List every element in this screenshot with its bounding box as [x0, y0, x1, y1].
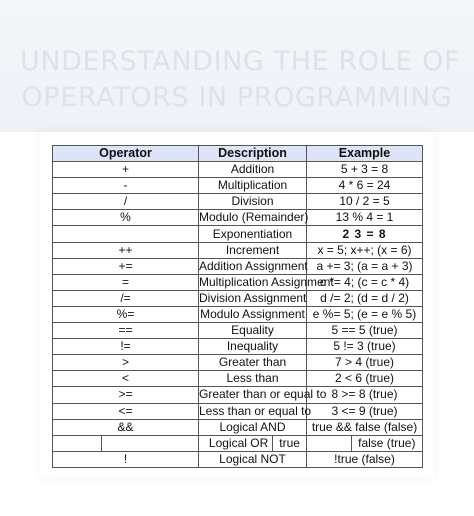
- page-title: [20, 44, 461, 116]
- table-row: [53, 226, 423, 242]
- operator-cell: !: [53, 451, 199, 467]
- description-cell: Division Assignment: [199, 290, 307, 305]
- example-cell: !true (false): [307, 451, 423, 467]
- header-example: Example: [307, 146, 423, 162]
- table-row: [53, 194, 423, 210]
- description-cell: Addition Assignment: [199, 258, 308, 273]
- example-cell: 5 + 3 = 8: [307, 162, 423, 178]
- table-row: [53, 451, 423, 467]
- operator-cell: !=: [53, 339, 199, 355]
- example-cell: [307, 435, 423, 451]
- operator-cell: [53, 226, 199, 242]
- description-cell: Division: [199, 194, 307, 210]
- description-split-right: true: [272, 436, 306, 451]
- table-row: [53, 435, 423, 451]
- example-cell: 10 / 2 = 5: [307, 194, 423, 210]
- example-cell: 13 % 4 = 1: [307, 210, 423, 226]
- operator-cell: +: [53, 162, 199, 178]
- example-cell: 3 <= 9 (true): [307, 403, 423, 419]
- example-cell: 2 3 = 8: [307, 226, 423, 242]
- description-cell: Equality: [199, 323, 307, 339]
- operator-cell: /: [53, 194, 199, 210]
- table-row: [53, 355, 423, 371]
- example-split-left: [307, 436, 351, 451]
- table-row: [53, 323, 423, 339]
- example-cell: 5 != 3 (true): [307, 339, 423, 355]
- description-cell: Addition: [199, 162, 307, 178]
- description-cell: Logical NOT: [199, 451, 307, 467]
- table-row: [53, 210, 423, 226]
- operator-split-left: [53, 436, 101, 451]
- table-row: [53, 242, 423, 258]
- table-row: [53, 162, 423, 178]
- example-cell: 4 * 6 = 24: [307, 178, 423, 194]
- operator-cell: /=: [53, 290, 199, 306]
- table-row: [53, 387, 423, 403]
- description-cell: Modulo Assignment: [200, 306, 305, 321]
- operator-cell: >: [53, 355, 199, 371]
- description-cell: Multiplication Assignment: [199, 274, 334, 289]
- header-description: Description: [199, 146, 307, 162]
- operator-cell: <=: [53, 403, 199, 419]
- example-cell: 2 < 6 (true): [307, 371, 423, 387]
- example-cell: 5 == 5 (true): [307, 323, 423, 339]
- description-cell: Less than or equal to: [199, 403, 312, 418]
- example-cell: d /= 2; (d = d / 2): [307, 290, 423, 306]
- description-cell: Exponentiation: [199, 226, 307, 242]
- description-split: [199, 436, 306, 451]
- table-row: [53, 178, 423, 194]
- page-title-line-2: OPERATORS IN PROGRAMMING: [21, 82, 453, 113]
- example-split-right: false (true): [351, 436, 422, 451]
- operator-cell: ++: [53, 242, 199, 258]
- table-row: [53, 306, 423, 322]
- description-cell: Logical AND: [199, 419, 307, 435]
- operator-split-right: [101, 436, 198, 451]
- description-split-left: Logical OR: [208, 435, 269, 450]
- description-cell: Less than: [199, 371, 307, 387]
- example-cell: 8 >= 8 (true): [307, 387, 423, 403]
- description-cell: Increment: [199, 242, 307, 258]
- operator-cell: <: [53, 371, 199, 387]
- table-row: [53, 274, 423, 290]
- example-cell: x = 5; x++; (x = 6): [307, 242, 423, 258]
- operator-cell: -: [53, 178, 199, 194]
- description-cell: Greater than: [199, 355, 307, 371]
- example-cell: true && false (false): [307, 419, 423, 435]
- table-row: [53, 339, 423, 355]
- header-operator: Operator: [53, 146, 199, 162]
- table-header-row: [53, 146, 423, 162]
- example-split: [307, 436, 422, 451]
- table-row: [53, 371, 423, 387]
- page-title-line-1: UNDERSTANDING THE ROLE OF: [20, 46, 461, 77]
- operator-cell: >=: [53, 387, 199, 403]
- description-cell: Greater than or equal to: [199, 387, 327, 402]
- description-cell: Multiplication: [199, 178, 307, 194]
- operator-cell: +=: [53, 258, 199, 274]
- operator-cell: %=: [53, 306, 199, 322]
- table-row: [53, 258, 423, 274]
- table-row: [53, 403, 423, 419]
- example-cell: e %= 5; (e = e % 5): [307, 306, 423, 322]
- description-cell: [199, 435, 307, 451]
- operator-split: [53, 436, 198, 451]
- operator-cell: %: [53, 210, 199, 226]
- example-cell: c *= 4; (c = c * 4): [307, 274, 423, 290]
- operator-cell: ==: [53, 323, 199, 339]
- operator-cell: [53, 435, 199, 451]
- table-row: [53, 290, 423, 306]
- description-cell: Inequality: [199, 339, 307, 355]
- example-cell: a += 3; (a = a + 3): [307, 258, 423, 274]
- table-row: [53, 419, 423, 435]
- operator-cell: &&: [53, 419, 199, 435]
- operators-table: [52, 145, 423, 468]
- example-cell: 7 > 4 (true): [307, 355, 423, 371]
- operator-cell: =: [53, 274, 199, 290]
- description-cell: Modulo (Remainder): [199, 210, 309, 225]
